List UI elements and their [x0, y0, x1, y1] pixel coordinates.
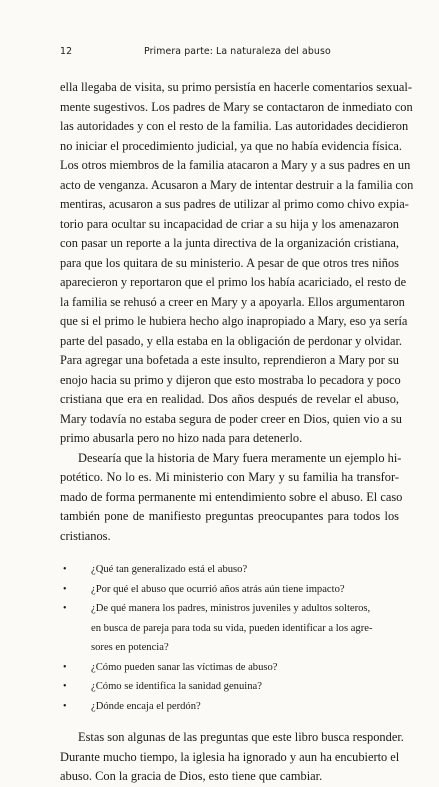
question-text: ¿Dónde encaja el perdón?	[91, 700, 201, 712]
text-line: las autoridades y con el resto de la familia. Las autoridades decidieron	[60, 119, 409, 133]
question-text: ¿Qué tan generalizado está el abuso?	[91, 564, 248, 575]
text-line: no iniciar el procedimiento judicial, ya que no había evidencia física.	[60, 138, 402, 153]
bullet-icon: •	[63, 661, 67, 673]
text-line: torio para ocultar su incapacidad de criar a su hija y los amenazaron	[60, 216, 399, 231]
text-line: Estas son algunas de las preguntas que este libro busca responder.	[78, 730, 404, 744]
bullet-icon: •	[63, 603, 67, 614]
question-item	[60, 560, 399, 580]
paragraph-1	[60, 78, 414, 449]
question-item	[60, 677, 399, 697]
running-head: Primera parte: La naturaleza del abuso	[144, 46, 331, 57]
question-item	[60, 599, 399, 658]
page-number: 12	[60, 46, 73, 57]
text-line: que si el primo le hubiera hecho algo inapropiado a Mary, eso ya sería	[60, 314, 408, 328]
text-line: Mary todavía no estaba segura de poder creer en Dios, quien vio a su	[60, 411, 403, 426]
question-list	[60, 560, 399, 716]
question-item	[60, 580, 399, 600]
text-line: acto de venganza. Acusaron a Mary de intentar destruir a la familia con	[60, 177, 414, 192]
question-text: ¿Cómo pueden sanar las víctimas de abuso?	[91, 661, 278, 673]
text-line: mente sugestivos. Los padres de Mary se contactaron de inmediato con	[60, 99, 413, 114]
bullet-icon: •	[63, 583, 67, 595]
question-text: en busca de pareja para toda su vida, pueden identificar a los agre-	[91, 622, 373, 634]
question-text: ¿Por qué el abuso que ocurrió años atrás aún tiene impacto?	[91, 583, 345, 595]
text-line: cristianos.	[60, 528, 111, 543]
text-line: Desearía que la historia de Mary fuera meramente un ejemplo hi-	[78, 450, 402, 465]
text-line: ella llegaba de visita, su primo persistía en hacerle comentarios sexual-	[60, 80, 412, 94]
text-line: mentiras, acusaron a sus padres de utilizar al primo como chivo expia-	[60, 197, 409, 211]
body-text	[60, 78, 414, 787]
question-text: ¿Cómo se identifica la sanidad genuina?	[91, 681, 262, 692]
text-line: mado de forma permanente mi entendimiento sobre el abuso. El caso	[60, 489, 403, 504]
bullet-icon: •	[63, 681, 67, 692]
question-item	[60, 697, 399, 717]
text-line: Para agregar una bofetada a este insulto, reprendieron a Mary por su	[60, 353, 399, 367]
bullet-icon: •	[63, 700, 67, 712]
text-line: parte del pasado, y ella estaba en la obligación de perdonar y olvidar.	[60, 333, 402, 348]
text-line: para que los quitara de su ministerio. A pesar de que otros tres niños	[60, 255, 399, 270]
question-text: ¿De qué manera los padres, ministros juveniles y adultos solteros,	[91, 603, 371, 614]
text-line: Los otros miembros de la familia atacaron a Mary y a sus padres en un	[60, 158, 411, 172]
text-line: la familia se rehusó a creer en Mary y a apoyarla. Ellos argumentaron	[60, 294, 405, 309]
text-line: enojo hacia su primo y dijeron que esto mostraba lo pecadora y poco	[60, 372, 401, 387]
text-line: abuso. Con la gracia de Dios, esto tiene que cambiar.	[60, 769, 323, 783]
bullet-icon: •	[63, 564, 67, 575]
question-text: sores en potencia?	[91, 642, 169, 653]
text-line: primo abusarla pero no hizo nada para detenerlo.	[60, 431, 303, 445]
text-line: también pone de manifiesto preguntas preocupantes para todos los	[60, 509, 399, 523]
text-line: cristiana que era en realidad. Dos años después de revelar el abuso,	[60, 392, 399, 406]
paragraph-3	[60, 728, 404, 787]
text-line: Durante mucho tiempo, la iglesia ha ignorado y aun ha encubierto el	[60, 749, 400, 764]
paragraph-2	[60, 449, 403, 547]
text-line: con pasar un reporte a la junta directiva de la organización cristiana,	[60, 236, 399, 250]
text-line: aparecieron y reportaron que el primo los había acariciado, el resto de	[60, 275, 407, 289]
text-line: potético. No lo es. Mi ministerio con Mary y su familia ha transfor-	[60, 470, 399, 484]
question-item	[60, 658, 399, 678]
